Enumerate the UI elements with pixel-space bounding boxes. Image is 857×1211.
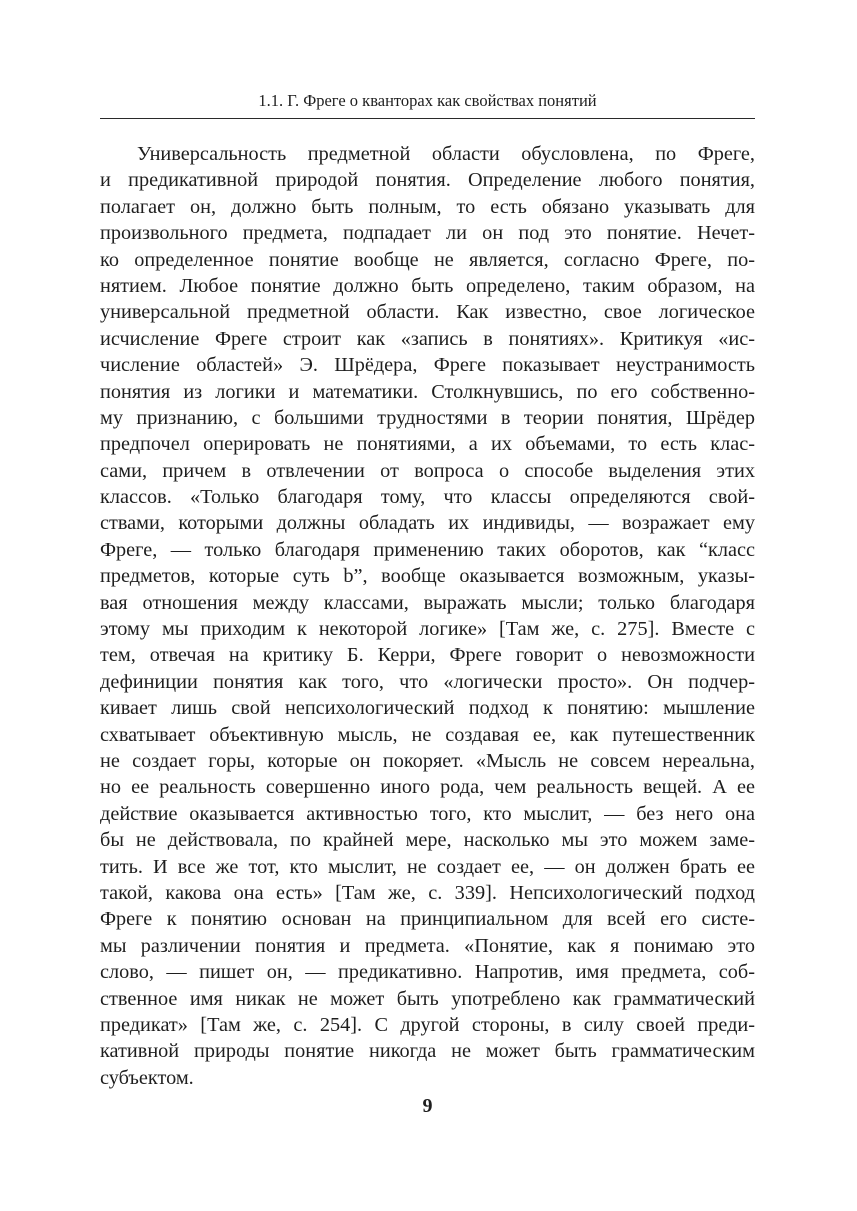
text-line: этому мы приходим к некоторой логике» [Там же, с. 275]. Вместе с xyxy=(100,618,755,641)
text-line: понятия из логики и математики. Столкнувшись, по его собственно- xyxy=(100,380,755,403)
text-line: числение областей» Э. Шрёдера, Фреге показывает неустранимость xyxy=(100,354,755,377)
text-line: Универсальность предметной области обусловлена, по Фреге, xyxy=(137,143,755,165)
text-line: тить. И все же тот, кто мыслит, не создает ее, — он должен брать ее xyxy=(100,855,755,878)
text-line: дефиниции понятия как того, что «логически просто». Он подчер- xyxy=(100,670,755,693)
text-line: произвольного предмета, подпадает ли он под это понятие. Нечет- xyxy=(100,222,755,245)
text-line: субъектом. xyxy=(100,1066,194,1089)
text-line: вая отношения между классами, выражать мысли; только благодаря xyxy=(100,591,755,614)
text-line: Фреге к понятию основан на принципиальном для всей его систе- xyxy=(100,908,755,931)
text-line: кивает лишь свой непсихологический подход к понятию: мышление xyxy=(100,697,755,720)
text-line: но ее реальность совершенно иного рода, чем реальность вещей. А ее xyxy=(100,776,755,799)
text-line: действие оказывается активностью того, кто мыслит, — без него она xyxy=(100,802,755,825)
text-line: нятием. Любое понятие должно быть определено, таким образом, на xyxy=(100,274,755,297)
text-line: слово, — пишет он, — предикативно. Напротив, имя предмета, соб- xyxy=(100,961,755,984)
text-line: исчисление Фреге строит как «запись в понятиях». Критикуя «ис- xyxy=(100,327,755,350)
text-line: ствами, которыми должны обладать их индивиды, — возражает ему xyxy=(100,512,755,535)
text-line: бы не действовала, по крайней мере, насколько мы это можем заме- xyxy=(100,829,755,852)
text-line: Фреге, — только благодаря применению таких оборотов, как “класс xyxy=(100,538,755,561)
text-line: ко определенное понятие вообще не является, согласно Фреге, по- xyxy=(100,248,755,271)
running-head: 1.1. Г. Фреге о кванторах как свойствах понятий xyxy=(258,91,597,110)
text-line: и предикативной природой понятия. Определение любого понятия, xyxy=(100,169,755,192)
text-line: тем, отвечая на критику Б. Керри, Фреге говорит о невозможности xyxy=(100,644,755,667)
text-line: мы различении понятия и предмета. «Понятие, как я понимаю это xyxy=(100,934,755,957)
text-line: му признанию, с большими трудностями в теории понятия, Шрёдер xyxy=(100,406,755,429)
text-line: не создает горы, которые он покоряет. «Мысль не совсем нереальна, xyxy=(100,749,755,772)
text-line: такой, какова она есть» [Там же, с. 339]. Непсихологический подход xyxy=(100,881,755,904)
page-number: 9 xyxy=(422,1095,433,1117)
text-line: ственное имя никак не может быть употреблено как грамматический xyxy=(100,987,755,1010)
text-line: универсальной предметной области. Как известно, свое логическое xyxy=(100,301,755,324)
text-line: классов. «Только благодаря тому, что классы определяются свой- xyxy=(100,486,755,509)
text-line: предикат» [Там же, с. 254]. С другой стороны, в силу своей преди- xyxy=(100,1013,755,1036)
text-line: предметов, которые суть b”, вообще оказывается возможным, указы- xyxy=(100,565,755,588)
text-line: предпочел оперировать не понятиями, а их объемами, то есть клас- xyxy=(100,433,755,456)
text-line: кативной природы понятие никогда не может быть грамматическим xyxy=(100,1040,755,1063)
text-line: сами, причем в отвлечении от вопроса о способе выделения этих xyxy=(100,459,755,482)
text-line: полагает он, должно быть полным, то есть обязано указывать для xyxy=(100,195,755,218)
body-paragraph xyxy=(100,141,755,1091)
text-line: схватывает объективную мысль, не создавая ее, как путешественник xyxy=(100,723,755,746)
header-rule xyxy=(100,118,755,119)
